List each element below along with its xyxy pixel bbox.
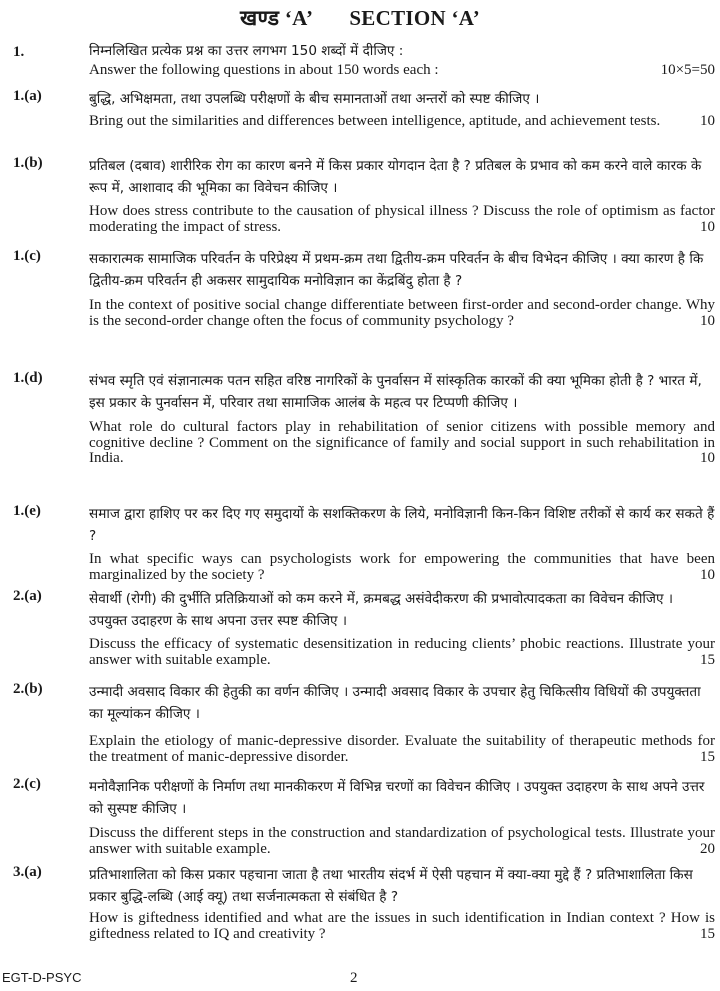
marks: 10 xyxy=(700,566,715,583)
question-text-english xyxy=(89,204,715,235)
section-header xyxy=(0,4,720,32)
question-number: 2.(b) xyxy=(13,681,43,697)
question-number: 1.(d) xyxy=(13,370,43,386)
english-text: Explain the etiology of manic-depressive disorder. Evaluate the suitability of therapeutic methods for the treatment of manic-depressive disorder. xyxy=(89,733,715,765)
question-text-hindi: मनोवैज्ञानिक परीक्षणों के निर्माण तथा मानकीकरण में विभिन्न चरणों का विवेचन कीजिए । उपयुक्त उदाहरण के साथ अपने उत्तर को सुस्पष्ट कीजिए । xyxy=(89,779,705,817)
question-number: 2.(a) xyxy=(13,588,42,604)
question-text-hindi: बुद्धि, अभिक्षमता, तथा उपलब्धि परीक्षणों के बीच समानताओं तथा अन्तरों को स्पष्ट कीजिए । xyxy=(89,91,540,107)
question-text-hindi: उन्मादी अवसाद विकार की हेतुकी का वर्णन कीजिए । उन्मादी अवसाद विकार के उपचार हेतु चिकित्सीय विधियों की उपयुक्तता का मूल्यांकन कीजिए । xyxy=(89,684,701,722)
english-text: How does stress contribute to the causation of physical illness ? Discuss the role of optimism as factor moderating the impact of stress. xyxy=(89,203,715,235)
question-text-hindi: समाज द्वारा हाशिए पर कर दिए गए समुदायों के सशक्तिकरण के लिये, मनोविज्ञानी किन-किन विशिष्ट तरीकों से कार्य कर सकते हैं ? xyxy=(89,506,715,544)
question-text-hindi: प्रतिबल (दबाव) शारीरिक रोग का कारण बनने में किस प्रकार योगदान देता है ? प्रतिबल के प्रभाव को कम करने वाले कारक के रूप में, आशावाद की भूमिका का विवेचन कीजिए । xyxy=(89,158,702,196)
english-text: Discuss the efficacy of systematic desensitization in reducing clients’ phobic reactions. Illustrate your answer with suitable example. xyxy=(89,636,715,668)
question-number: 1. xyxy=(13,44,25,60)
marks: 20 xyxy=(700,840,715,857)
marks: 10 xyxy=(700,218,715,235)
english-text: Bring out the similarities and differences between intelligence, aptitude, and achievement tests. xyxy=(89,113,661,129)
question-text-english xyxy=(89,420,715,467)
question-number: 1.(a) xyxy=(13,88,42,104)
instruction-text: Answer the following questions in about 150 words each : xyxy=(89,62,439,78)
question-text-english xyxy=(89,62,715,78)
question-number: 1.(b) xyxy=(13,155,43,171)
question-text-hindi: सकारात्मक सामाजिक परिवर्तन के परिप्रेक्ष्य में प्रथम-क्रम तथा द्वितीय-क्रम परिवर्तन के बीच विभेदन कीजिए । क्या कारण है कि द्वितीय-क्रम परिवर्तन ही अकसर सामुदायिक मनोविज्ञान का केंद्रबिंदु होता है ? xyxy=(89,251,704,289)
question-number: 1.(e) xyxy=(13,503,41,519)
english-text: In what specific ways can psychologists work for empowering the communities that have been marginalized by the society ? xyxy=(89,551,715,583)
section-title-hindi: खण्ड ‘A’ xyxy=(239,6,314,30)
question-text-hindi: प्रतिभाशालिता को किस प्रकार पहचाना जाता है तथा भारतीय संदर्भ में ऐसी पहचान में क्या-क्या मुद्दे हैं ? प्रतिभाशालिता किस प्रकार बुद्धि-लब्धि (आई क्यू) तथा सर्जनात्मकता से संबंधित है ? xyxy=(89,867,693,905)
paper-code: EGT-D-PSYC xyxy=(2,970,82,985)
question-text-english xyxy=(89,826,715,857)
question-text-english xyxy=(89,637,715,668)
question-number: 2.(c) xyxy=(13,776,41,792)
question-number: 1.(c) xyxy=(13,248,41,264)
question-text-english xyxy=(89,552,715,583)
english-text: What role do cultural factors play in rehabilitation of senior citizens with possible memory and cognitive decline ? Comment on the significance of family and social support in such rehabilitation in India. xyxy=(89,419,715,466)
marks: 15 xyxy=(700,651,715,668)
marks: 10×5=50 xyxy=(660,62,715,78)
english-text: In the context of positive social change differentiate between first-order and second-order change. Why is the second-order change often the focus of community psychology ? xyxy=(89,297,715,329)
question-text-english xyxy=(89,734,715,765)
marks: 15 xyxy=(700,925,715,942)
question-text-english xyxy=(89,298,715,329)
question-text-english xyxy=(89,114,715,130)
question-text-hindi: निम्नलिखित प्रत्येक प्रश्न का उत्तर लगभग 150 शब्दों में दीजिए : xyxy=(89,43,404,59)
question-number: 3.(a) xyxy=(13,864,42,880)
english-text: Discuss the different steps in the construction and standardization of psychological tests. Illustrate your answer with suitable example. xyxy=(89,825,715,857)
page-number: 2 xyxy=(350,970,358,986)
question-text-hindi: संभव स्मृति एवं संज्ञानात्मक पतन सहित वरिष्ठ नागरिकों के पुनर्वासन में सांस्कृतिक कारकों की क्या भूमिका होती है ? भारत में, इस प्रकार के पुनर्वासन में, परिवार तथा सामाजिक आलंब के महत्व पर टिप्पणी कीजिए । xyxy=(89,373,702,411)
question-text-hindi: सेवार्थी (रोगी) की दुर्भीति प्रतिक्रियाओं को कम करने में, क्रमबद्ध असंवेदीकरण की प्रभावोत्पादकता का विवेचन कीजिए । उपयुक्त उदाहरण के साथ अपना उत्तर स्पष्ट कीजिए । xyxy=(89,591,673,629)
english-text: How is giftedness identified and what are the issues in such identification in Indian context ? How is giftedness related to IQ and creativity ? xyxy=(89,910,715,942)
question-text-english xyxy=(89,911,715,942)
marks: 15 xyxy=(700,748,715,765)
marks: 10 xyxy=(700,312,715,329)
section-title-english: SECTION ‘A’ xyxy=(349,6,481,30)
marks: 10 xyxy=(700,450,715,466)
marks: 10 xyxy=(700,113,715,129)
